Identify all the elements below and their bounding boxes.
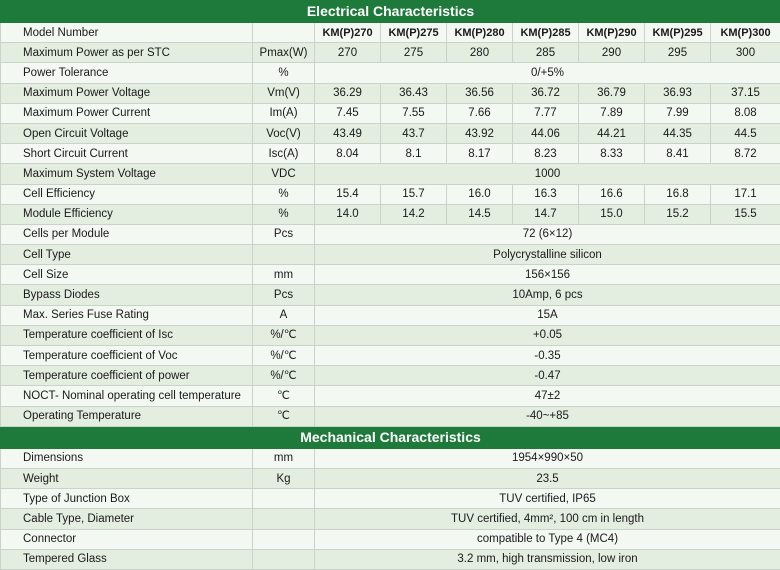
param-label: Short Circuit Current bbox=[1, 144, 253, 164]
param-label: Max. Series Fuse Rating bbox=[1, 305, 253, 325]
unit-label bbox=[253, 509, 315, 529]
value-cell: 44.5 bbox=[711, 123, 780, 143]
unit-label bbox=[253, 489, 315, 509]
value-cell: 290 bbox=[579, 43, 645, 63]
value-cell: 43.49 bbox=[315, 123, 381, 143]
electrical-section-header bbox=[1, 1, 780, 23]
value-cell: 3.2 mm, high transmission, low iron bbox=[315, 549, 780, 569]
table-row bbox=[1, 529, 780, 549]
value-cell: 8.33 bbox=[579, 144, 645, 164]
electrical-section-title: Electrical Characteristics bbox=[1, 1, 780, 23]
value-cell: 47±2 bbox=[315, 386, 780, 406]
value-cell: 14.7 bbox=[513, 204, 579, 224]
value-cell: 16.3 bbox=[513, 184, 579, 204]
unit-label: Pcs bbox=[253, 285, 315, 305]
table-row bbox=[1, 164, 780, 184]
value-cell: Polycrystalline silicon bbox=[315, 245, 780, 265]
value-cell: 36.29 bbox=[315, 83, 381, 103]
value-cell: TUV certified, IP65 bbox=[315, 489, 780, 509]
value-cell: 43.7 bbox=[381, 123, 447, 143]
param-label: Maximum Power as per STC bbox=[1, 43, 253, 63]
value-cell: 7.89 bbox=[579, 103, 645, 123]
unit-label bbox=[253, 23, 315, 43]
value-cell: 36.72 bbox=[513, 83, 579, 103]
value-cell: 14.5 bbox=[447, 204, 513, 224]
value-cell: 16.8 bbox=[645, 184, 711, 204]
unit-label: mm bbox=[253, 448, 315, 468]
unit-label: Kg bbox=[253, 468, 315, 488]
value-cell: 7.77 bbox=[513, 103, 579, 123]
param-label: Dimensions bbox=[1, 448, 253, 468]
table-row bbox=[1, 509, 780, 529]
value-cell: 8.23 bbox=[513, 144, 579, 164]
value-cell: 36.56 bbox=[447, 83, 513, 103]
value-cell: KM(P)295 bbox=[645, 23, 711, 43]
value-cell: KM(P)285 bbox=[513, 23, 579, 43]
unit-label: VDC bbox=[253, 164, 315, 184]
table-row bbox=[1, 406, 780, 426]
value-cell: 36.43 bbox=[381, 83, 447, 103]
value-cell: 10Amp, 6 pcs bbox=[315, 285, 780, 305]
table-row bbox=[1, 549, 780, 569]
unit-label bbox=[253, 549, 315, 569]
unit-label: %/℃ bbox=[253, 366, 315, 386]
value-cell: 16.0 bbox=[447, 184, 513, 204]
value-cell: 8.04 bbox=[315, 144, 381, 164]
unit-label: Voc(V) bbox=[253, 123, 315, 143]
value-cell: KM(P)290 bbox=[579, 23, 645, 43]
value-cell: 1954×990×50 bbox=[315, 448, 780, 468]
table-row bbox=[1, 43, 780, 63]
value-cell: 275 bbox=[381, 43, 447, 63]
value-cell: 8.1 bbox=[381, 144, 447, 164]
value-cell: 15A bbox=[315, 305, 780, 325]
table-row bbox=[1, 448, 780, 468]
value-cell: KM(P)300 bbox=[711, 23, 780, 43]
unit-label: ℃ bbox=[253, 406, 315, 426]
table-row bbox=[1, 285, 780, 305]
value-cell: 285 bbox=[513, 43, 579, 63]
table-row bbox=[1, 489, 780, 509]
value-cell: 44.21 bbox=[579, 123, 645, 143]
value-cell: 8.72 bbox=[711, 144, 780, 164]
param-label: Model Number bbox=[1, 23, 253, 43]
param-label: Power Tolerance bbox=[1, 63, 253, 83]
unit-label: %/℃ bbox=[253, 325, 315, 345]
table-row bbox=[1, 184, 780, 204]
param-label: Temperature coefficient of Voc bbox=[1, 346, 253, 366]
unit-label: Vm(V) bbox=[253, 83, 315, 103]
value-cell: 15.0 bbox=[579, 204, 645, 224]
unit-label: mm bbox=[253, 265, 315, 285]
unit-label: Isc(A) bbox=[253, 144, 315, 164]
table-row bbox=[1, 144, 780, 164]
unit-label: % bbox=[253, 184, 315, 204]
param-label: Type of Junction Box bbox=[1, 489, 253, 509]
param-label: Tempered Glass bbox=[1, 549, 253, 569]
value-cell: 36.93 bbox=[645, 83, 711, 103]
unit-label: ℃ bbox=[253, 386, 315, 406]
value-cell: 44.06 bbox=[513, 123, 579, 143]
param-label: Cell Type bbox=[1, 245, 253, 265]
value-cell: 23.5 bbox=[315, 468, 780, 488]
unit-label: % bbox=[253, 204, 315, 224]
table-row bbox=[1, 23, 780, 43]
value-cell: 7.99 bbox=[645, 103, 711, 123]
value-cell: 7.66 bbox=[447, 103, 513, 123]
value-cell: TUV certified, 4mm², 100 cm in length bbox=[315, 509, 780, 529]
unit-label: % bbox=[253, 63, 315, 83]
value-cell: 156×156 bbox=[315, 265, 780, 285]
value-cell: 295 bbox=[645, 43, 711, 63]
table-row bbox=[1, 123, 780, 143]
table-row bbox=[1, 245, 780, 265]
value-cell: 280 bbox=[447, 43, 513, 63]
param-label: Connector bbox=[1, 529, 253, 549]
value-cell: 8.17 bbox=[447, 144, 513, 164]
unit-label: A bbox=[253, 305, 315, 325]
unit-label bbox=[253, 529, 315, 549]
value-cell: 0/+5% bbox=[315, 63, 780, 83]
mechanical-section-title: Mechanical Characteristics bbox=[1, 426, 780, 448]
unit-label: Im(A) bbox=[253, 103, 315, 123]
value-cell: 1000 bbox=[315, 164, 780, 184]
value-cell: -0.35 bbox=[315, 346, 780, 366]
table-row bbox=[1, 265, 780, 285]
value-cell: 16.6 bbox=[579, 184, 645, 204]
table-row bbox=[1, 103, 780, 123]
param-label: Cell Size bbox=[1, 265, 253, 285]
value-cell: 14.0 bbox=[315, 204, 381, 224]
value-cell: 37.15 bbox=[711, 83, 780, 103]
unit-label bbox=[253, 245, 315, 265]
param-label: Module Efficiency bbox=[1, 204, 253, 224]
value-cell: KM(P)280 bbox=[447, 23, 513, 43]
value-cell: -40~+85 bbox=[315, 406, 780, 426]
table-row bbox=[1, 305, 780, 325]
param-label: Bypass Diodes bbox=[1, 285, 253, 305]
table-row bbox=[1, 224, 780, 244]
table-row bbox=[1, 83, 780, 103]
value-cell: 43.92 bbox=[447, 123, 513, 143]
param-label: Cell Efficiency bbox=[1, 184, 253, 204]
value-cell: 44.35 bbox=[645, 123, 711, 143]
value-cell: KM(P)270 bbox=[315, 23, 381, 43]
param-label: Open Circuit Voltage bbox=[1, 123, 253, 143]
table-row bbox=[1, 63, 780, 83]
param-label: Maximum Power Voltage bbox=[1, 83, 253, 103]
unit-label: %/℃ bbox=[253, 346, 315, 366]
table-row bbox=[1, 468, 780, 488]
value-cell: compatible to Type 4 (MC4) bbox=[315, 529, 780, 549]
value-cell: 17.1 bbox=[711, 184, 780, 204]
unit-label: Pcs bbox=[253, 224, 315, 244]
mechanical-section-header bbox=[1, 426, 780, 448]
value-cell: 36.79 bbox=[579, 83, 645, 103]
param-label: Maximum System Voltage bbox=[1, 164, 253, 184]
param-label: Maximum Power Current bbox=[1, 103, 253, 123]
value-cell: -0.47 bbox=[315, 366, 780, 386]
value-cell: 270 bbox=[315, 43, 381, 63]
table-row bbox=[1, 366, 780, 386]
param-label: Weight bbox=[1, 468, 253, 488]
value-cell: 72 (6×12) bbox=[315, 224, 780, 244]
unit-label: Pmax(W) bbox=[253, 43, 315, 63]
value-cell: 15.7 bbox=[381, 184, 447, 204]
value-cell: 14.2 bbox=[381, 204, 447, 224]
param-label: NOCT- Nominal operating cell temperature bbox=[1, 386, 253, 406]
param-label: Temperature coefficient of Isc bbox=[1, 325, 253, 345]
value-cell: KM(P)275 bbox=[381, 23, 447, 43]
value-cell: 15.2 bbox=[645, 204, 711, 224]
param-label: Cells per Module bbox=[1, 224, 253, 244]
table-row bbox=[1, 204, 780, 224]
value-cell: +0.05 bbox=[315, 325, 780, 345]
param-label: Cable Type, Diameter bbox=[1, 509, 253, 529]
param-label: Temperature coefficient of power bbox=[1, 366, 253, 386]
value-cell: 8.41 bbox=[645, 144, 711, 164]
param-label: Operating Temperature bbox=[1, 406, 253, 426]
value-cell: 300 bbox=[711, 43, 780, 63]
table-row bbox=[1, 346, 780, 366]
table-row bbox=[1, 386, 780, 406]
value-cell: 15.4 bbox=[315, 184, 381, 204]
value-cell: 7.45 bbox=[315, 103, 381, 123]
table-row bbox=[1, 325, 780, 345]
value-cell: 7.55 bbox=[381, 103, 447, 123]
value-cell: 8.08 bbox=[711, 103, 780, 123]
value-cell: 15.5 bbox=[711, 204, 780, 224]
